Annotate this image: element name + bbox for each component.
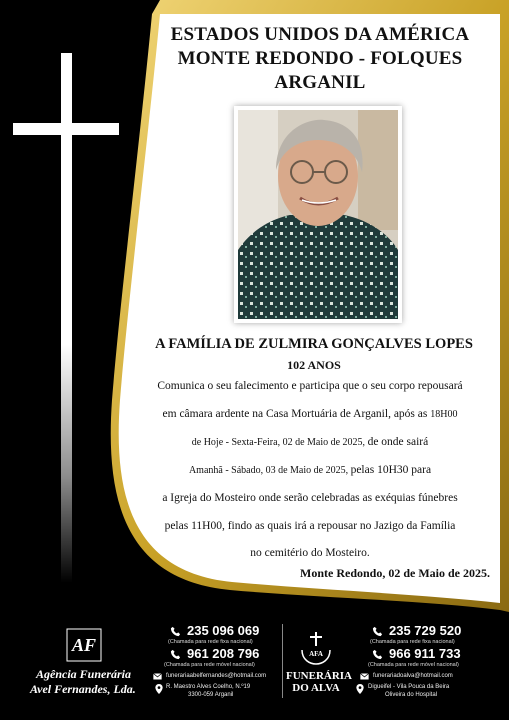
mail-icon	[153, 673, 162, 680]
announcement-line-1: Comunica o seu falecimento e participa que o seu corpo repousará	[157, 380, 463, 392]
announcement-line-4b: pelas 10H30 para	[350, 464, 432, 476]
agency-address-1: R. Maestro Alves Coelho, N.º19	[166, 684, 251, 690]
agency-name-1: Agência Funerária	[36, 667, 132, 681]
alva-phone-1-note: (Chamada para rede fixa nacional)	[370, 639, 455, 645]
agency-email[interactable]: funerariaabelfernandes@hotmail.com	[166, 673, 267, 679]
alva-logo-icon	[296, 626, 336, 666]
location-icon	[155, 684, 163, 694]
alva-phone-2[interactable]: 966 911 733	[389, 646, 461, 661]
alva-name-2: DO ALVA	[292, 682, 340, 694]
agency-phone-2-note: (Chamada para rede móvel nacional)	[164, 662, 255, 668]
svg-text:AFA: AFA	[309, 650, 323, 658]
announcement-line-5: a Igreja do Mosteiro onde serão celebradas as exéquias fúnebres	[162, 492, 458, 504]
alva-phone-1[interactable]: 235 729 520	[389, 623, 462, 638]
agency-phone-1[interactable]: 235 096 069	[187, 623, 260, 638]
svg-text:AF: AF	[71, 635, 97, 655]
signoff-date: Monte Redondo, 02 de Maio de 2025.	[300, 566, 490, 580]
footer-divider	[282, 624, 283, 698]
deceased-age: 102 ANOS	[287, 358, 341, 372]
phone-icon	[170, 626, 181, 637]
phone-icon	[372, 649, 383, 660]
agency-phone-1-note: (Chamada para rede fixa nacional)	[168, 639, 253, 645]
location-icon	[356, 684, 364, 694]
alva-phone-2-note: (Chamada para rede móvel nacional)	[368, 662, 459, 668]
header-country: ESTADOS UNIDOS DA AMÉRICA	[170, 24, 470, 45]
agency-name-2: Avel Fernandes, Lda.	[30, 682, 136, 696]
announcement-line-3a: de Hoje - Sexta-Feira, 02 de Maio de 2025,	[191, 437, 368, 448]
portrait-image	[238, 110, 398, 319]
announcement-line-2	[120, 408, 500, 420]
announcement-line-4	[120, 464, 500, 476]
agency-phone-2[interactable]: 961 208 796	[187, 646, 260, 661]
alva-address-1: Digueifel - Vila Pouca da Beira	[368, 684, 450, 690]
mail-icon	[360, 673, 369, 680]
agency-address-2: 3300-059 Arganil	[188, 692, 234, 698]
header-town: ARGANIL	[274, 72, 366, 93]
announcement-line-6: pelas 11H00, findo as quais irá a repousar no Jazigo da Família	[164, 520, 456, 532]
alva-name-1: FUNERÁRIA	[286, 670, 352, 682]
phone-icon	[170, 649, 181, 660]
portrait-photo	[234, 106, 402, 323]
header-locality: MONTE REDONDO - FOLQUES	[177, 48, 463, 69]
announcement-line-3	[120, 436, 500, 448]
announcement-line-7: no cemitério do Mosteiro.	[250, 547, 370, 559]
alva-address-2: Oliveira do Hospital	[385, 692, 438, 698]
family-announcement-title: A FAMÍLIA DE ZULMIRA GONÇALVES LOPES	[155, 336, 473, 352]
alva-email[interactable]: funerariadoalva@hotmail.com	[373, 673, 453, 679]
announcement-line-2a: em câmara ardente na Casa Mortuária de Arganil, após as	[162, 408, 431, 420]
announcement-line-4a: Amanhã - Sábado, 03 de Maio de 2025,	[188, 465, 351, 476]
phone-icon	[372, 626, 383, 637]
agency-logo-icon	[66, 628, 102, 662]
footer	[0, 612, 509, 720]
announcement-line-3b: de onde sairá	[367, 436, 429, 448]
cross-icon-horizontal	[13, 123, 119, 135]
announcement-line-2b: 18H00	[430, 409, 458, 420]
